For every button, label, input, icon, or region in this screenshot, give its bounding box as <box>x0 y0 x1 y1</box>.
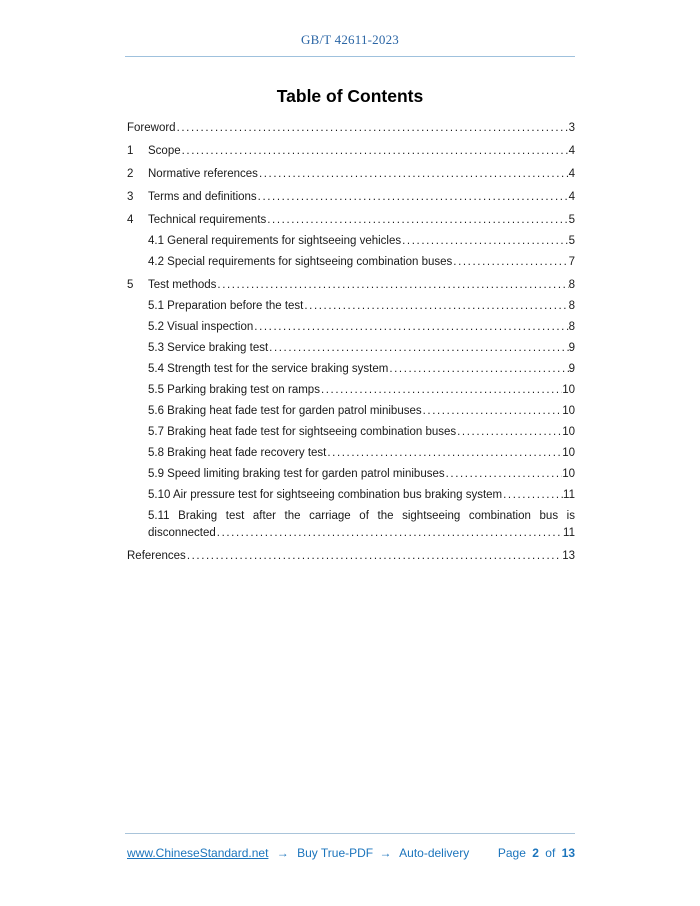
toc-entry-page: 11 <box>563 489 575 501</box>
toc-entry-label: 5.10 Air pressure test for sightseeing combination bus braking system <box>148 489 503 501</box>
toc-entry-page: 13 <box>562 550 575 562</box>
toc-entry <box>127 466 575 483</box>
toc-entry <box>127 445 575 462</box>
toc-leader-dots <box>269 340 568 357</box>
toc-entry-page: 3 <box>568 122 575 134</box>
footer-delivery-info <box>127 846 472 860</box>
toc-entry-page: 10 <box>562 447 575 459</box>
header-divider <box>125 56 575 57</box>
toc-entry-number: 4 <box>127 214 134 226</box>
website-link[interactable]: www.ChineseStandard.net <box>127 846 269 860</box>
toc-entry-page: 10 <box>562 426 575 438</box>
footer-divider <box>125 833 575 834</box>
toc-entry-page: 8 <box>568 300 575 312</box>
toc-entry-page: 4 <box>568 145 575 157</box>
page-indicator <box>495 846 575 860</box>
toc-leader-dots <box>446 466 563 483</box>
toc-entry-page: 4 <box>568 191 575 203</box>
toc-leader-dots <box>217 277 568 294</box>
toc-leader-dots <box>304 298 568 315</box>
toc-entry <box>127 525 575 542</box>
table-of-contents <box>127 120 575 565</box>
toc-entry <box>127 487 575 504</box>
of-word: of <box>545 846 556 860</box>
toc-leader-dots <box>389 361 568 378</box>
toc-entry-number: 1 <box>127 145 134 157</box>
toc-leader-dots <box>217 525 563 542</box>
toc-leader-dots <box>177 120 569 137</box>
toc-entry-label: Foreword <box>127 122 176 134</box>
toc-entry-label: Normative references <box>148 168 258 180</box>
toc-entry <box>127 212 575 229</box>
arrow-icon: → <box>379 846 392 860</box>
toc-entry <box>127 233 575 250</box>
toc-entry-label: 5.6 Braking heat fade test for garden patrol minibuses <box>148 405 422 417</box>
toc-entry-page: 10 <box>562 384 575 396</box>
buy-pdf-label: Buy True-PDF <box>297 846 374 860</box>
toc-entry <box>127 277 575 294</box>
toc-entry-label: 5.9 Speed limiting braking test for garden patrol minibuses <box>148 468 445 480</box>
toc-leader-dots <box>503 487 563 504</box>
toc-entry-label: Scope <box>148 145 181 157</box>
toc-entry-page: 10 <box>562 405 575 417</box>
toc-entry <box>127 361 575 378</box>
toc-entry-label: 5.8 Braking heat fade recovery test <box>148 447 327 459</box>
toc-entry-label: Technical requirements <box>148 214 267 226</box>
toc-entry <box>127 143 575 160</box>
toc-entry-page: 9 <box>568 342 575 354</box>
toc-leader-dots <box>254 319 568 336</box>
toc-entry <box>127 382 575 399</box>
toc-entry-label: 4.2 Special requirements for sightseeing combination buses <box>148 256 453 268</box>
toc-entry <box>127 548 575 565</box>
current-page-number: 2 <box>532 846 539 860</box>
toc-entry <box>127 120 575 137</box>
toc-entry-page: 5 <box>568 235 575 247</box>
page-footer <box>127 846 575 860</box>
toc-leader-dots <box>321 382 562 399</box>
toc-leader-dots <box>267 212 568 229</box>
toc-entry-label: disconnected <box>148 527 216 539</box>
toc-entry-page: 11 <box>563 527 575 539</box>
toc-leader-dots <box>327 445 562 462</box>
toc-leader-dots <box>258 189 569 206</box>
toc-entry-label: 5.1 Preparation before the test <box>148 300 304 312</box>
toc-entry-label: 4.1 General requirements for sightseeing vehicles <box>148 235 402 247</box>
toc-leader-dots <box>457 424 562 441</box>
toc-entry-page: 5 <box>568 214 575 226</box>
toc-entry-label: Terms and definitions <box>148 191 257 203</box>
toc-entry <box>127 298 575 315</box>
toc-entry-page: 8 <box>568 279 575 291</box>
page-title: Table of Contents <box>276 86 424 106</box>
arrow-icon: → <box>276 846 289 860</box>
total-page-count: 13 <box>561 846 575 860</box>
toc-entry <box>127 254 575 271</box>
toc-entry-number: 2 <box>127 168 134 180</box>
toc-entry <box>127 319 575 336</box>
toc-entry <box>127 340 575 357</box>
auto-delivery-label: Auto-delivery <box>399 846 470 860</box>
toc-leader-dots <box>453 254 568 271</box>
toc-entry-number: 3 <box>127 191 134 203</box>
toc-entry-label: 5.5 Parking braking test on ramps <box>148 384 320 396</box>
toc-entry-label: References <box>127 550 186 562</box>
toc-entry <box>127 424 575 441</box>
toc-leader-dots <box>423 403 563 420</box>
toc-entry-number: 5 <box>127 279 134 291</box>
toc-leader-dots <box>187 548 562 565</box>
toc-entry-label: Test methods <box>148 279 217 291</box>
toc-entry-page: 7 <box>568 256 575 268</box>
toc-leader-dots <box>259 166 569 183</box>
standard-number: GB/T 42611-2023 <box>301 32 399 47</box>
toc-entry-page: 10 <box>562 468 575 480</box>
toc-entry <box>127 189 575 206</box>
toc-leader-dots <box>182 143 569 160</box>
toc-entry-label: 5.4 Strength test for the service braking system <box>148 363 389 375</box>
toc-leader-dots <box>402 233 568 250</box>
toc-entry-page: 9 <box>568 363 575 375</box>
toc-entry-wrapped-line: 5.11 Braking test after the carriage of the sightseeing combination bus is <box>148 510 575 522</box>
page-word: Page <box>497 846 526 860</box>
toc-entry-page: 4 <box>568 168 575 180</box>
toc-entry-label: 5.7 Braking heat fade test for sightseeing combination buses <box>148 426 457 438</box>
toc-entry-page: 8 <box>568 321 575 333</box>
toc-entry-label: 5.3 Service braking test <box>148 342 269 354</box>
toc-entry <box>127 403 575 420</box>
toc-entry <box>127 166 575 183</box>
toc-entry-label: 5.2 Visual inspection <box>148 321 254 333</box>
